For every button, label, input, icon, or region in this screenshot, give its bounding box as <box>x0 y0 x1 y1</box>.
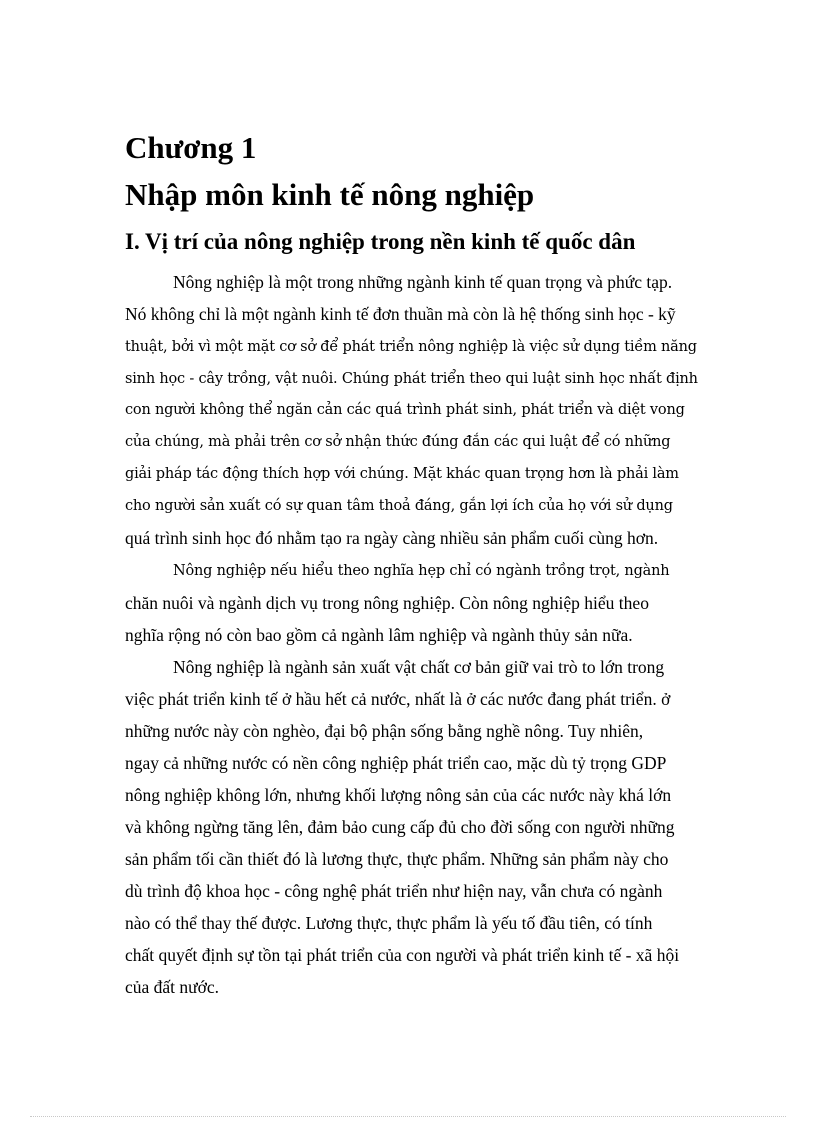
paragraph-line: những nước này còn nghèo, đại bộ phận sống bằng nghề nông. Tuy nhiên, <box>125 721 644 741</box>
paragraph-line: nghĩa rộng nó còn bao gồm cả ngành lâm nghiệp và ngành thủy sản nữa. <box>125 625 633 645</box>
paragraph-line: Nông nghiệp nếu hiểu theo nghĩa hẹp chỉ có ngành trồng trọt, ngành <box>173 563 670 579</box>
paragraph-line: dù trình độ khoa học - công nghệ phát triển như hiện nay, vẫn chưa có ngành <box>125 881 663 901</box>
paragraph-line: nông nghiệp không lớn, nhưng khối lượng nông sản của các nước này khá lớn <box>125 785 672 805</box>
paragraph-line: ngay cả những nước có nền công nghiệp phát triển cao, mặc dù tỷ trọng GDP <box>125 753 667 773</box>
chapter-title: Nhập môn kinh tế nông nghiệp <box>125 177 535 212</box>
paragraph-line: của đất nước. <box>125 977 220 997</box>
paragraph-line: sản phẩm tối cần thiết đó là lương thực, thực phẩm. Những sản phẩm này cho <box>125 849 669 869</box>
paragraph-line: quá trình sinh học đó nhằm tạo ra ngày càng nhiều sản phẩm cuối cùng hơn. <box>125 528 659 548</box>
paragraph-line: giải pháp tác động thích hợp với chúng. Mặt khác quan trọng hơn là phải làm <box>125 466 679 482</box>
paragraph-line: chăn nuôi và ngành dịch vụ trong nông nghiệp. Còn nông nghiệp hiểu theo <box>125 593 649 613</box>
section-heading: I. Vị trí của nông nghiệp trong nền kinh tế quốc dân <box>125 229 636 254</box>
paragraph-line: Nông nghiệp là một trong những ngành kinh tế quan trọng và phức tạp. <box>173 272 673 292</box>
page-bottom-rule <box>30 1116 786 1117</box>
paragraph-line: thuật, bởi vì một mặt cơ sở để phát triển nông nghiệp là việc sử dụng tiềm năng <box>125 339 697 355</box>
paragraph-line: của chúng, mà phải trên cơ sở nhận thức đúng đắn các qui luật để có những <box>125 434 671 450</box>
paragraph-line: nào có thể thay thế được. Lương thực, thực phẩm là yếu tố đầu tiên, có tính <box>125 913 653 933</box>
paragraph-line: con người không thể ngăn cản các quá trình phát sinh, phát triển và diệt vong <box>125 402 685 418</box>
paragraph-line: chất quyết định sự tồn tại phát triển của con người và phát triển kinh tế - xã hội <box>125 945 680 965</box>
paragraph-line: Nông nghiệp là ngành sản xuất vật chất cơ bản giữ vai trò to lớn trong <box>173 657 665 677</box>
paragraph-line: sinh học - cây trồng, vật nuôi. Chúng phát triển theo qui luật sinh học nhất định <box>125 371 698 387</box>
paragraph-line: và không ngừng tăng lên, đảm bảo cung cấp đủ cho đời sống con người những <box>125 817 675 837</box>
paragraph-line: cho người sản xuất có sự quan tâm thoả đáng, gắn lợi ích của họ với sử dụng <box>125 498 673 514</box>
paragraph-line: Nó không chỉ là một ngành kinh tế đơn thuần mà còn là hệ thống sinh học - kỹ <box>125 304 676 324</box>
paragraph-line: việc phát triển kinh tế ở hầu hết cả nước, nhất là ở các nước đang phát triển. ở <box>125 689 671 709</box>
chapter-number: Chương 1 <box>125 130 257 165</box>
